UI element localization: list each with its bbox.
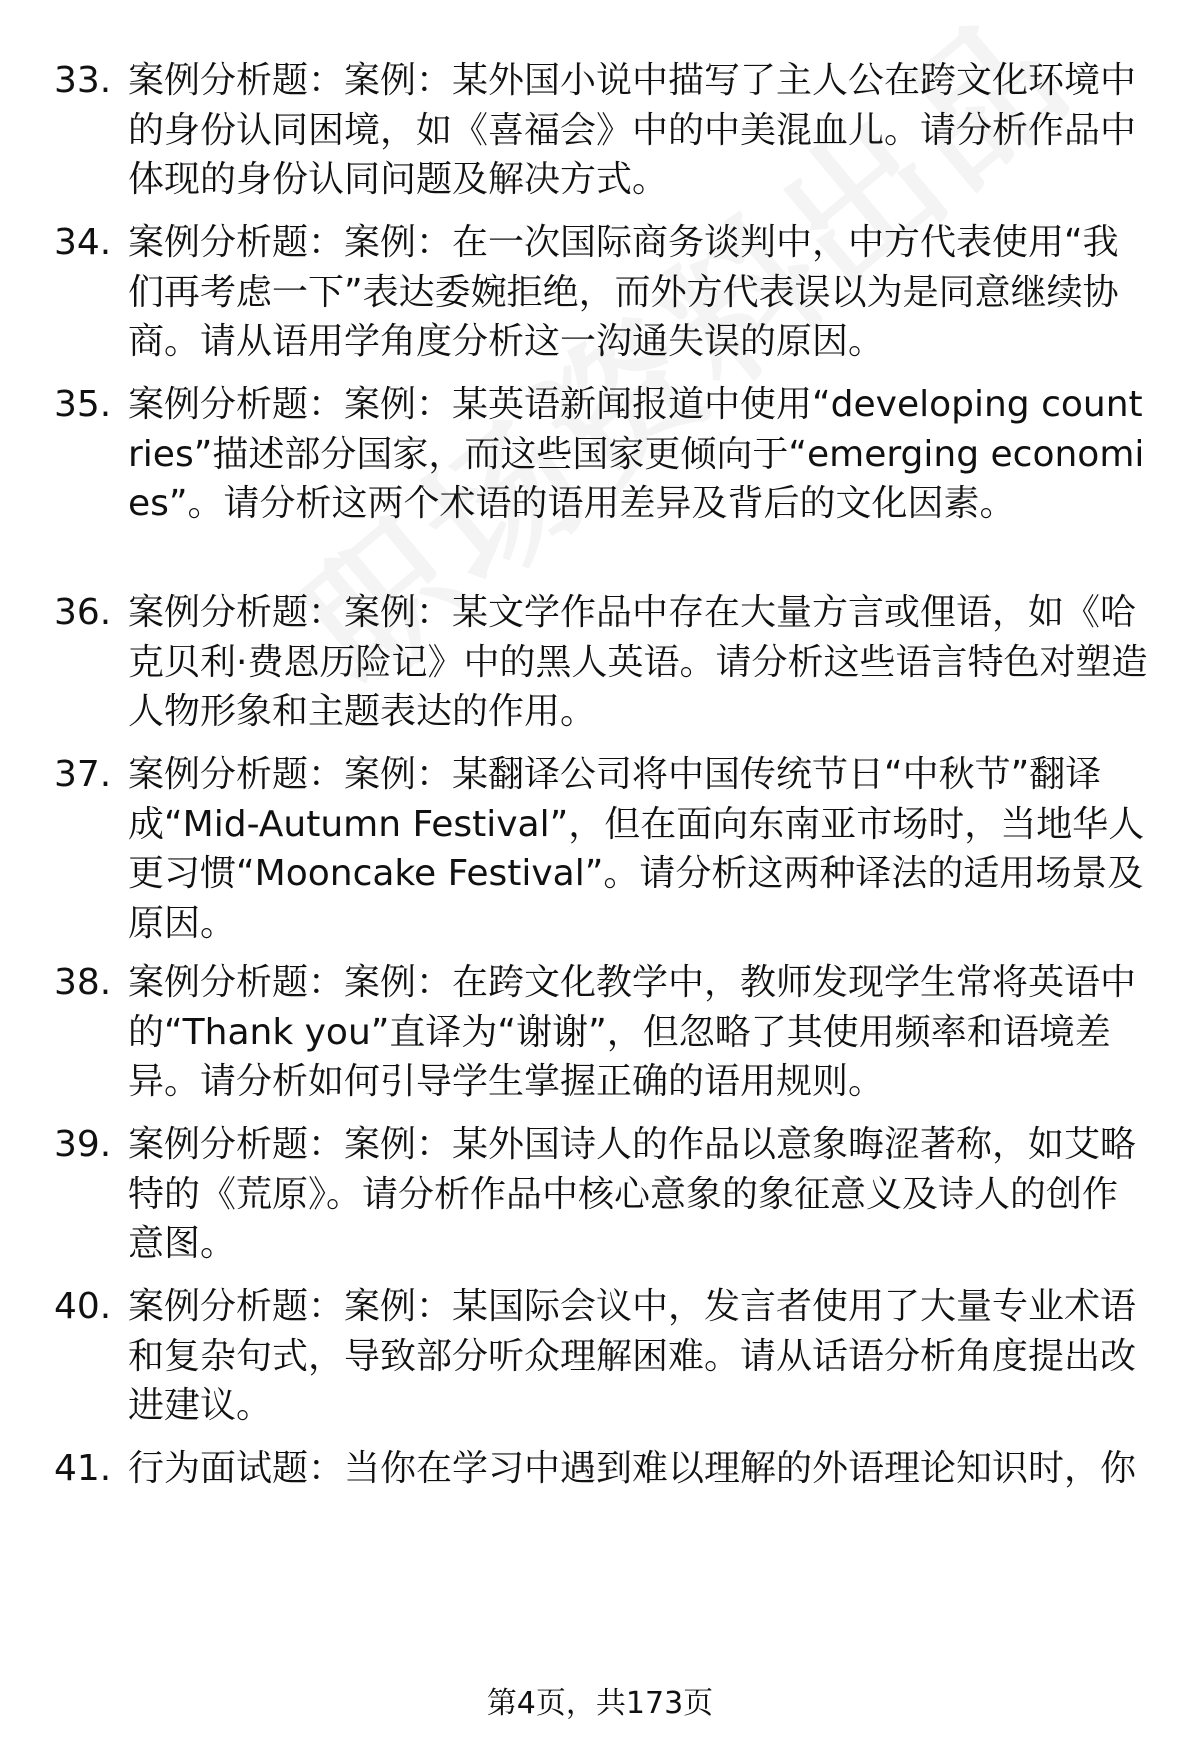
- question-text: 案例分析题：案例：某外国诗人的作品以意象晦涩著称，如艾略特的《荒原》。请分析作品中核心意象的象征意义及诗人的创作意图。: [128, 1124, 1137, 1264]
- question-text: 案例分析题：案例：某文学作品中存在大量方言或俚语，如《哈克贝利·费恩历险记》中的黑人英语。请分析这些语言特色对塑造人物形象和主题表达的作用。: [128, 592, 1148, 732]
- question-text: 案例分析题：案例：某英语新闻报道中使用“developing countries”描述部分国家，而这些国家更倾向于“emerging economies”。请分析这两个术语的语用差异及背后的文化因素。: [128, 384, 1145, 524]
- question-number: 33.: [54, 60, 112, 101]
- question-number: 41.: [54, 1448, 112, 1489]
- question-number: 38.: [54, 962, 112, 1003]
- question-number: 40.: [54, 1286, 112, 1327]
- question-text: 案例分析题：案例：在一次国际商务谈判中，中方代表使用“我们再考虑一下”表达委婉拒绝，而外方代表误以为是同意继续协商。请从语用学角度分析这一沟通失误的原因。: [128, 222, 1119, 362]
- question-number: 36.: [54, 592, 112, 633]
- question-number: 37.: [54, 754, 112, 795]
- question-text: 案例分析题：案例：在跨文化教学中，教师发现学生常将英语中的“Thank you”直译为“谢谢”，但忽略了其使用频率和语境差异。请分析如何引导学生掌握正确的语用规则。: [128, 962, 1137, 1102]
- question-text: 行为面试题：当你在学习中遇到难以理解的外语理论知识时，你: [128, 1448, 1137, 1489]
- question-number: 34.: [54, 222, 112, 263]
- question-number: 39.: [54, 1124, 112, 1165]
- page-footer: 第4页，共173页: [486, 1686, 714, 1721]
- question-text: 案例分析题：案例：某外国小说中描写了主人公在跨文化环境中的身份认同困境，如《喜福会》中的中美混血儿。请分析作品中体现的身份认同问题及解决方式。: [128, 60, 1137, 200]
- question-text: 案例分析题：案例：某翻译公司将中国传统节日“中秋节”翻译成“Mid-Autumn Festival”，但在面向东南亚市场时，当地华人更习惯“Mooncake Festival”。请分析这两种译法的适用场景及原因。: [128, 754, 1145, 944]
- question-text: 案例分析题：案例：某国际会议中，发言者使用了大量专业术语和复杂句式，导致部分听众理解困难。请从话语分析角度提出改进建议。: [128, 1286, 1137, 1426]
- question-number: 35.: [54, 384, 112, 425]
